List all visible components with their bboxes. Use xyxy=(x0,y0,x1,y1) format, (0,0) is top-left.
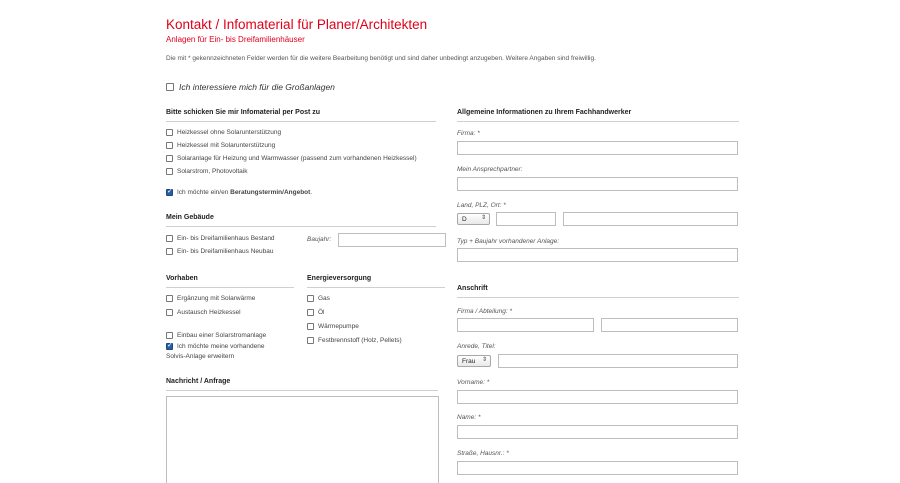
checkbox-icon[interactable] xyxy=(166,235,173,242)
checkbox-icon[interactable] xyxy=(166,129,173,136)
address-heading: Anschrift xyxy=(457,285,488,292)
option-label: Ergänzung mit Solarwärme xyxy=(177,295,256,302)
option-label: Solarstrom, Photovoltaik xyxy=(177,168,248,175)
divider xyxy=(166,226,436,227)
divider xyxy=(457,121,739,122)
installer-heading: Allgemeine Informationen zu Ihrem Fachhandwerker xyxy=(457,109,632,116)
info-option-heizkessel-ohne[interactable] xyxy=(166,129,281,136)
year-input[interactable] xyxy=(338,233,446,247)
required-fields-notice: Die mit * gekennzeichneten Felder werden für die weitere Bearbeitung benötigt und sind daher unbedingt anzugeben. Weitere Angaben sind freiwillig. xyxy=(166,55,596,62)
appointment-label: Ich möchte ein/en Beratungstermin/Angebot. xyxy=(177,189,313,196)
page-subtitle: Anlagen für Ein- bis Dreifamilienhäuser xyxy=(166,35,305,44)
option-label: Gas xyxy=(318,295,330,302)
energy-option-festbrennstoff[interactable] xyxy=(307,337,402,344)
project-heading: Vorhaben xyxy=(166,275,198,282)
option-label: Ein- bis Dreifamilienhaus Bestand xyxy=(177,235,275,242)
system-type-label: Typ + Baujahr vorhandener Anlage: xyxy=(457,238,560,245)
building-option-neubau[interactable] xyxy=(166,248,273,255)
divider xyxy=(307,287,445,288)
checkbox-icon[interactable] xyxy=(307,323,314,330)
info-option-heizkessel-mit[interactable] xyxy=(166,142,275,149)
project-option-extend[interactable] xyxy=(166,343,264,350)
energy-option-gas[interactable] xyxy=(307,295,330,302)
checkbox-icon[interactable] xyxy=(166,155,173,162)
installer-contact-label: Mein Ansprechpartner: xyxy=(457,166,523,173)
installer-contact-input[interactable] xyxy=(457,177,738,191)
energy-option-waermepumpe[interactable] xyxy=(307,323,359,330)
option-label: Solaranlage für Heizung und Warmwasser (passend zum vorhandenen Heizkessel) xyxy=(177,155,417,162)
option-label: Öl xyxy=(318,309,325,316)
system-type-input[interactable] xyxy=(457,248,738,262)
lastname-input[interactable] xyxy=(457,425,738,439)
address-company-input[interactable] xyxy=(457,318,594,332)
extend-label-line2: Solvis-Anlage erweitern xyxy=(166,353,235,360)
info-option-solarstrom[interactable] xyxy=(166,168,247,175)
salutation-select[interactable] xyxy=(457,355,491,367)
checkbox-icon[interactable] xyxy=(166,83,174,91)
divider xyxy=(166,121,436,122)
option-label: Festbrennstoff (Holz, Pellets) xyxy=(318,337,402,344)
installer-city-input[interactable] xyxy=(563,212,738,226)
option-label: Heizkessel mit Solarunterstützung xyxy=(177,142,276,149)
building-heading: Mein Gebäude xyxy=(166,214,214,221)
divider xyxy=(457,297,739,298)
checkbox-checked-icon[interactable] xyxy=(166,189,173,196)
divider xyxy=(166,287,294,288)
street-input[interactable] xyxy=(457,461,738,475)
address-company-label: Firma / Abteilung: * xyxy=(457,308,513,315)
large-systems-checkbox[interactable] xyxy=(166,82,335,92)
option-label: Ein- bis Dreifamilienhaus Neubau xyxy=(177,248,274,255)
firstname-input[interactable] xyxy=(457,390,738,404)
option-label: Einbau einer Solarstromanlage xyxy=(177,332,267,339)
street-label: Straße, Hausnr.: * xyxy=(457,450,509,457)
installer-company-label: Firma: * xyxy=(457,130,480,137)
salutation-label: Anrede, Titel: xyxy=(457,343,496,350)
message-textarea[interactable] xyxy=(166,396,439,483)
option-label: Ich möchte meine vorhandene xyxy=(177,343,265,350)
appointment-checkbox[interactable] xyxy=(166,189,312,196)
checkbox-icon[interactable] xyxy=(307,309,314,316)
chevron-updown-icon: ⇕ xyxy=(480,214,486,221)
checkbox-icon[interactable] xyxy=(166,248,173,255)
installer-zip-input[interactable] xyxy=(496,212,556,226)
lastname-label: Name: * xyxy=(457,414,481,421)
divider xyxy=(166,390,438,391)
title-input[interactable] xyxy=(498,354,738,368)
country-select[interactable] xyxy=(457,213,490,225)
checkbox-icon[interactable] xyxy=(307,295,314,302)
year-label: Baujahr: xyxy=(307,236,332,243)
checkbox-icon[interactable] xyxy=(166,332,173,339)
page-title: Kontakt / Infomaterial für Planer/Architekten xyxy=(166,17,428,32)
info-option-solaranlage[interactable] xyxy=(166,155,417,162)
checkbox-icon[interactable] xyxy=(166,309,173,316)
building-option-bestand[interactable] xyxy=(166,235,275,242)
checkbox-icon[interactable] xyxy=(166,295,173,302)
checkbox-checked-icon[interactable] xyxy=(166,343,173,350)
energy-option-oel[interactable] xyxy=(307,309,325,316)
country-value: D xyxy=(462,215,467,223)
installer-location-label: Land, PLZ, Ort: * xyxy=(457,202,506,209)
checkbox-icon[interactable] xyxy=(307,337,314,344)
chevron-updown-icon: ⇕ xyxy=(481,356,487,363)
message-heading: Nachricht / Anfrage xyxy=(166,378,231,385)
energy-heading: Energieversorgung xyxy=(307,275,372,282)
large-systems-label: Ich interessiere mich für die Großanlagen xyxy=(179,82,335,92)
checkbox-icon[interactable] xyxy=(166,142,173,149)
project-option-solarwaerme[interactable] xyxy=(166,295,255,302)
project-option-solarstrom[interactable] xyxy=(166,332,266,339)
installer-company-input[interactable] xyxy=(457,141,738,155)
address-department-input[interactable] xyxy=(601,318,738,332)
option-label: Wärmepumpe xyxy=(318,323,359,330)
option-label: Austausch Heizkessel xyxy=(177,309,241,316)
salutation-value: Frau xyxy=(462,357,476,365)
firstname-label: Vorname: * xyxy=(457,379,490,386)
project-option-austausch[interactable] xyxy=(166,309,241,316)
infomaterial-heading: Bitte schicken Sie mir Infomaterial per Post zu xyxy=(166,109,321,116)
option-label: Heizkessel ohne Solarunterstützung xyxy=(177,129,282,136)
checkbox-icon[interactable] xyxy=(166,168,173,175)
